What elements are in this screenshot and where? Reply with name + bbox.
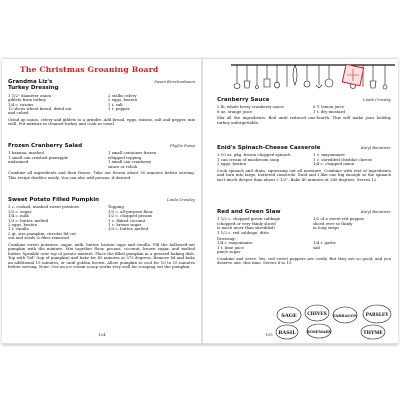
ingredient: 2 eggs, beaten	[8, 222, 37, 228]
ingredient: 1 1/2" diameter onion	[8, 92, 51, 98]
ingredients-left	[8, 94, 108, 116]
left-page	[2, 59, 201, 343]
recipe-contributor: Karyl Bannister	[360, 209, 391, 214]
ingredient: 1/3 c. butter, melted	[108, 226, 149, 232]
herb-label: CHIVES	[307, 312, 327, 317]
recipe-sweet-potato-pumpkin	[8, 197, 195, 270]
ingredient: 1 t. lime juice	[217, 244, 244, 250]
recipe-spinach-cheese-casserole	[217, 145, 391, 182]
ingredient: 1 banana, mashed	[8, 150, 44, 156]
ingredient: 1 t. pepper	[108, 106, 130, 112]
ingredient: 1 c. mayonnaise	[313, 152, 345, 158]
ingredient: pinch sugar	[217, 249, 241, 255]
recipe-contributor: Linda Crowley	[363, 97, 391, 102]
ingredient: giblets from turkey	[8, 97, 46, 103]
herb-label: BASIL	[278, 330, 296, 336]
ingredient: sauce or relish	[108, 163, 138, 169]
ingredient: salt	[313, 244, 321, 250]
herb-label: ROSEMARY	[306, 329, 332, 334]
ingredient: undrained	[8, 159, 29, 165]
ingredient: 1/4 c. mayonnaise	[217, 240, 253, 246]
recipe-contributor: Karyl Bannister	[360, 145, 391, 150]
ingredient-heading: Topping	[108, 204, 124, 210]
ingredient: 8 oz. orange juice	[217, 108, 253, 114]
recipe-method: Cook spinach and drain, squeezing out all moisture. Combine with rest of ingredients and turn into large, buttered casserole. Enid and I like one big enough so the spinach isn't much deeper than about 2 1/2". Bake 40 minutes at 260 degrees. Serves 12	[217, 167, 391, 182]
cookbook-spread	[2, 58, 398, 344]
ingredient: 2 lb. whole berry cranberry sauce	[217, 104, 284, 110]
ingredient: 1 1/2 c. chopped green cabbage	[217, 216, 281, 222]
ingredient: 1 small container frozen	[108, 150, 157, 156]
ingredient: 1/3 c. all-purpose flour	[108, 208, 153, 214]
ingredient: 2 stalks celery	[108, 92, 137, 98]
dressing-columns	[217, 241, 391, 254]
ingredient: 2 qt. size pumpkin, circular lid cut	[8, 230, 76, 236]
ingredient: 6 T. lemon juice	[313, 104, 344, 110]
ingredients-left	[217, 105, 313, 114]
ingredients-left	[217, 217, 313, 235]
ingredients-right	[313, 153, 387, 166]
ingredient: 1 can cream of mushroom soup	[217, 156, 280, 162]
ingredient: whipped topping	[108, 154, 142, 160]
ingredient-columns	[217, 217, 391, 235]
recipe-title: Red and Green Slaw	[217, 209, 281, 215]
recipe-method: Combine all ingredients and then freeze. Take out frozen about 30 minutes before serving. This recipe doubles easily. You can also add pecans, if desired.	[8, 170, 195, 180]
ingredient: and cubed	[8, 110, 29, 116]
ingredients-right	[108, 151, 188, 169]
book-title: The Christmas Groaning Board	[20, 65, 159, 74]
ingredient: 1 t. dry mustard	[313, 108, 345, 114]
ingredient: (chopped or very thinly sliced	[217, 220, 276, 226]
dressing-label: Dressing:	[217, 236, 236, 242]
ingredient: 1/2 c. chopped pecans	[108, 213, 152, 219]
ingredients-right	[313, 105, 387, 114]
kitchen-utensils-illustration	[229, 61, 397, 91]
recipe-contributor: Linda Crowley	[167, 197, 195, 202]
ingredient: 12 slices wheat bread, dried out	[8, 106, 72, 112]
dressing-right	[313, 241, 387, 254]
recipe-contributor: Phyllis Pump	[170, 143, 195, 148]
ingredients-left	[8, 205, 108, 240]
ingredient: 1 1/2 c. red cabbage, ditto	[217, 229, 270, 235]
page-number: 105	[265, 332, 273, 337]
ingredient: sliced ever so thinly	[313, 220, 353, 226]
recipe-turkey-dressing	[8, 79, 195, 127]
ingredient: 1/4 t. garlic	[313, 240, 336, 246]
ingredient: 1/4 c. raisins	[8, 101, 34, 107]
herb-label: SAGE	[281, 313, 297, 319]
recipe-title: Enid's Spinach-Cheese Casserole	[217, 145, 321, 151]
ingredient-columns	[8, 205, 195, 240]
ingredient: 2 eggs, beaten	[108, 97, 137, 103]
ingredients-left	[8, 151, 108, 169]
herb-label: TARRAGON	[332, 313, 358, 318]
recipe-title-line: Grandma Liz's	[8, 79, 53, 85]
ingredient: 1 c. brown sugar	[108, 222, 142, 228]
recipe-method: Combine and serve. Yes, red sweet peppers are costly. But they are so good, and you deserve one, this time. Serves 8 to 10	[217, 255, 391, 266]
recipe-frozen-cranberry-salad	[8, 143, 195, 180]
ingredient: 2 eggs, beaten	[217, 161, 246, 167]
recipe-contributor: Susan Kirschenbaum	[154, 79, 195, 84]
recipe-method: Combine sweet potatoes, sugar, milk, butter, beaten eggs and vanilla. Fill the hollowed-out pumpkin with the mixture. Mix together flour, pecans, coconut, brown sugar, and melted butter. Sprinkle over top of potato mixture. Place the filled pumpkin in a greased baking dish. Top with "lid" (top of pumpkin) and bake for 45 minutes at 375 degrees. Remove lid and bake an additional 15 minutes, or until golden brown. Allow pumpkin to cool for 10 to 15 minutes before serving. Note: Use an ice cream scoop works very well for scraping out the pumpkin.	[8, 241, 195, 270]
ingredients-right	[108, 205, 188, 240]
recipe-title-line: Turkey Dressing	[8, 85, 59, 92]
recipe-title: Sweet Potato Filled Pumpkin	[8, 197, 100, 203]
recipe-method: Grind up onion, celery and giblets to a grinder. Add bread, eggs, raisins, salt and pepper, mix well. Put mixture in cleaned turkey and cook as usual.	[8, 116, 195, 127]
ingredient-columns	[8, 94, 195, 116]
herb-jars-illustration	[273, 301, 397, 341]
ingredient: 1/4 c. milk	[8, 213, 29, 219]
ingredient: 1 c. shredded cheddar cheese	[313, 156, 373, 162]
ingredients-right	[108, 94, 188, 116]
ingredient: 2-10 oz. pkg. frozen chopped spinach	[217, 152, 291, 158]
ingredient: 1/2 c. sugar	[8, 208, 32, 214]
ingredients-right	[313, 217, 387, 235]
dressing-left	[217, 241, 313, 254]
ingredient-columns	[217, 105, 391, 114]
ingredient: 1 t. vanilla	[8, 226, 29, 232]
ingredient: 3 c. cooked, mashed sweet potatoes	[8, 204, 80, 210]
pot-holder-illustration	[341, 63, 365, 87]
ingredient: is much nicer than shredded)	[217, 225, 276, 231]
ingredients-left	[217, 153, 313, 166]
recipe-red-green-slaw	[217, 209, 391, 266]
ingredient: 1/2 of a sweet red pepper,	[313, 216, 365, 222]
ingredient: 2 t. salt	[108, 101, 123, 107]
recipe-cranberry-sauce	[217, 97, 391, 125]
ingredient: 1 c. flaked coconut	[108, 217, 146, 223]
ingredient: 1/3 c. butter, melted	[8, 217, 49, 223]
right-page	[203, 59, 398, 343]
ingredient: in long strips	[313, 225, 339, 231]
herb-label: THYME	[363, 331, 383, 336]
ingredient: 1/4 c. chopped onion	[313, 161, 355, 167]
herb-label: PARSLEY	[365, 313, 389, 318]
ingredient: 1 small can cranberry	[108, 159, 152, 165]
recipe-method: Mix all the ingredients. Boil until reduced one-fourth. This will make your holiday turkey unforgettable.	[217, 115, 391, 125]
ingredient: out and seeds & fiber removed	[8, 235, 69, 241]
ingredient: 1 small can crushed pineapple	[8, 154, 69, 160]
page-number: 104	[98, 332, 106, 337]
ingredient-columns	[217, 153, 391, 166]
ingredient-columns	[8, 151, 195, 169]
recipe-title: Frozen Cranberry Salad	[8, 143, 83, 149]
recipe-title: Cranberry Sauce	[217, 97, 270, 103]
